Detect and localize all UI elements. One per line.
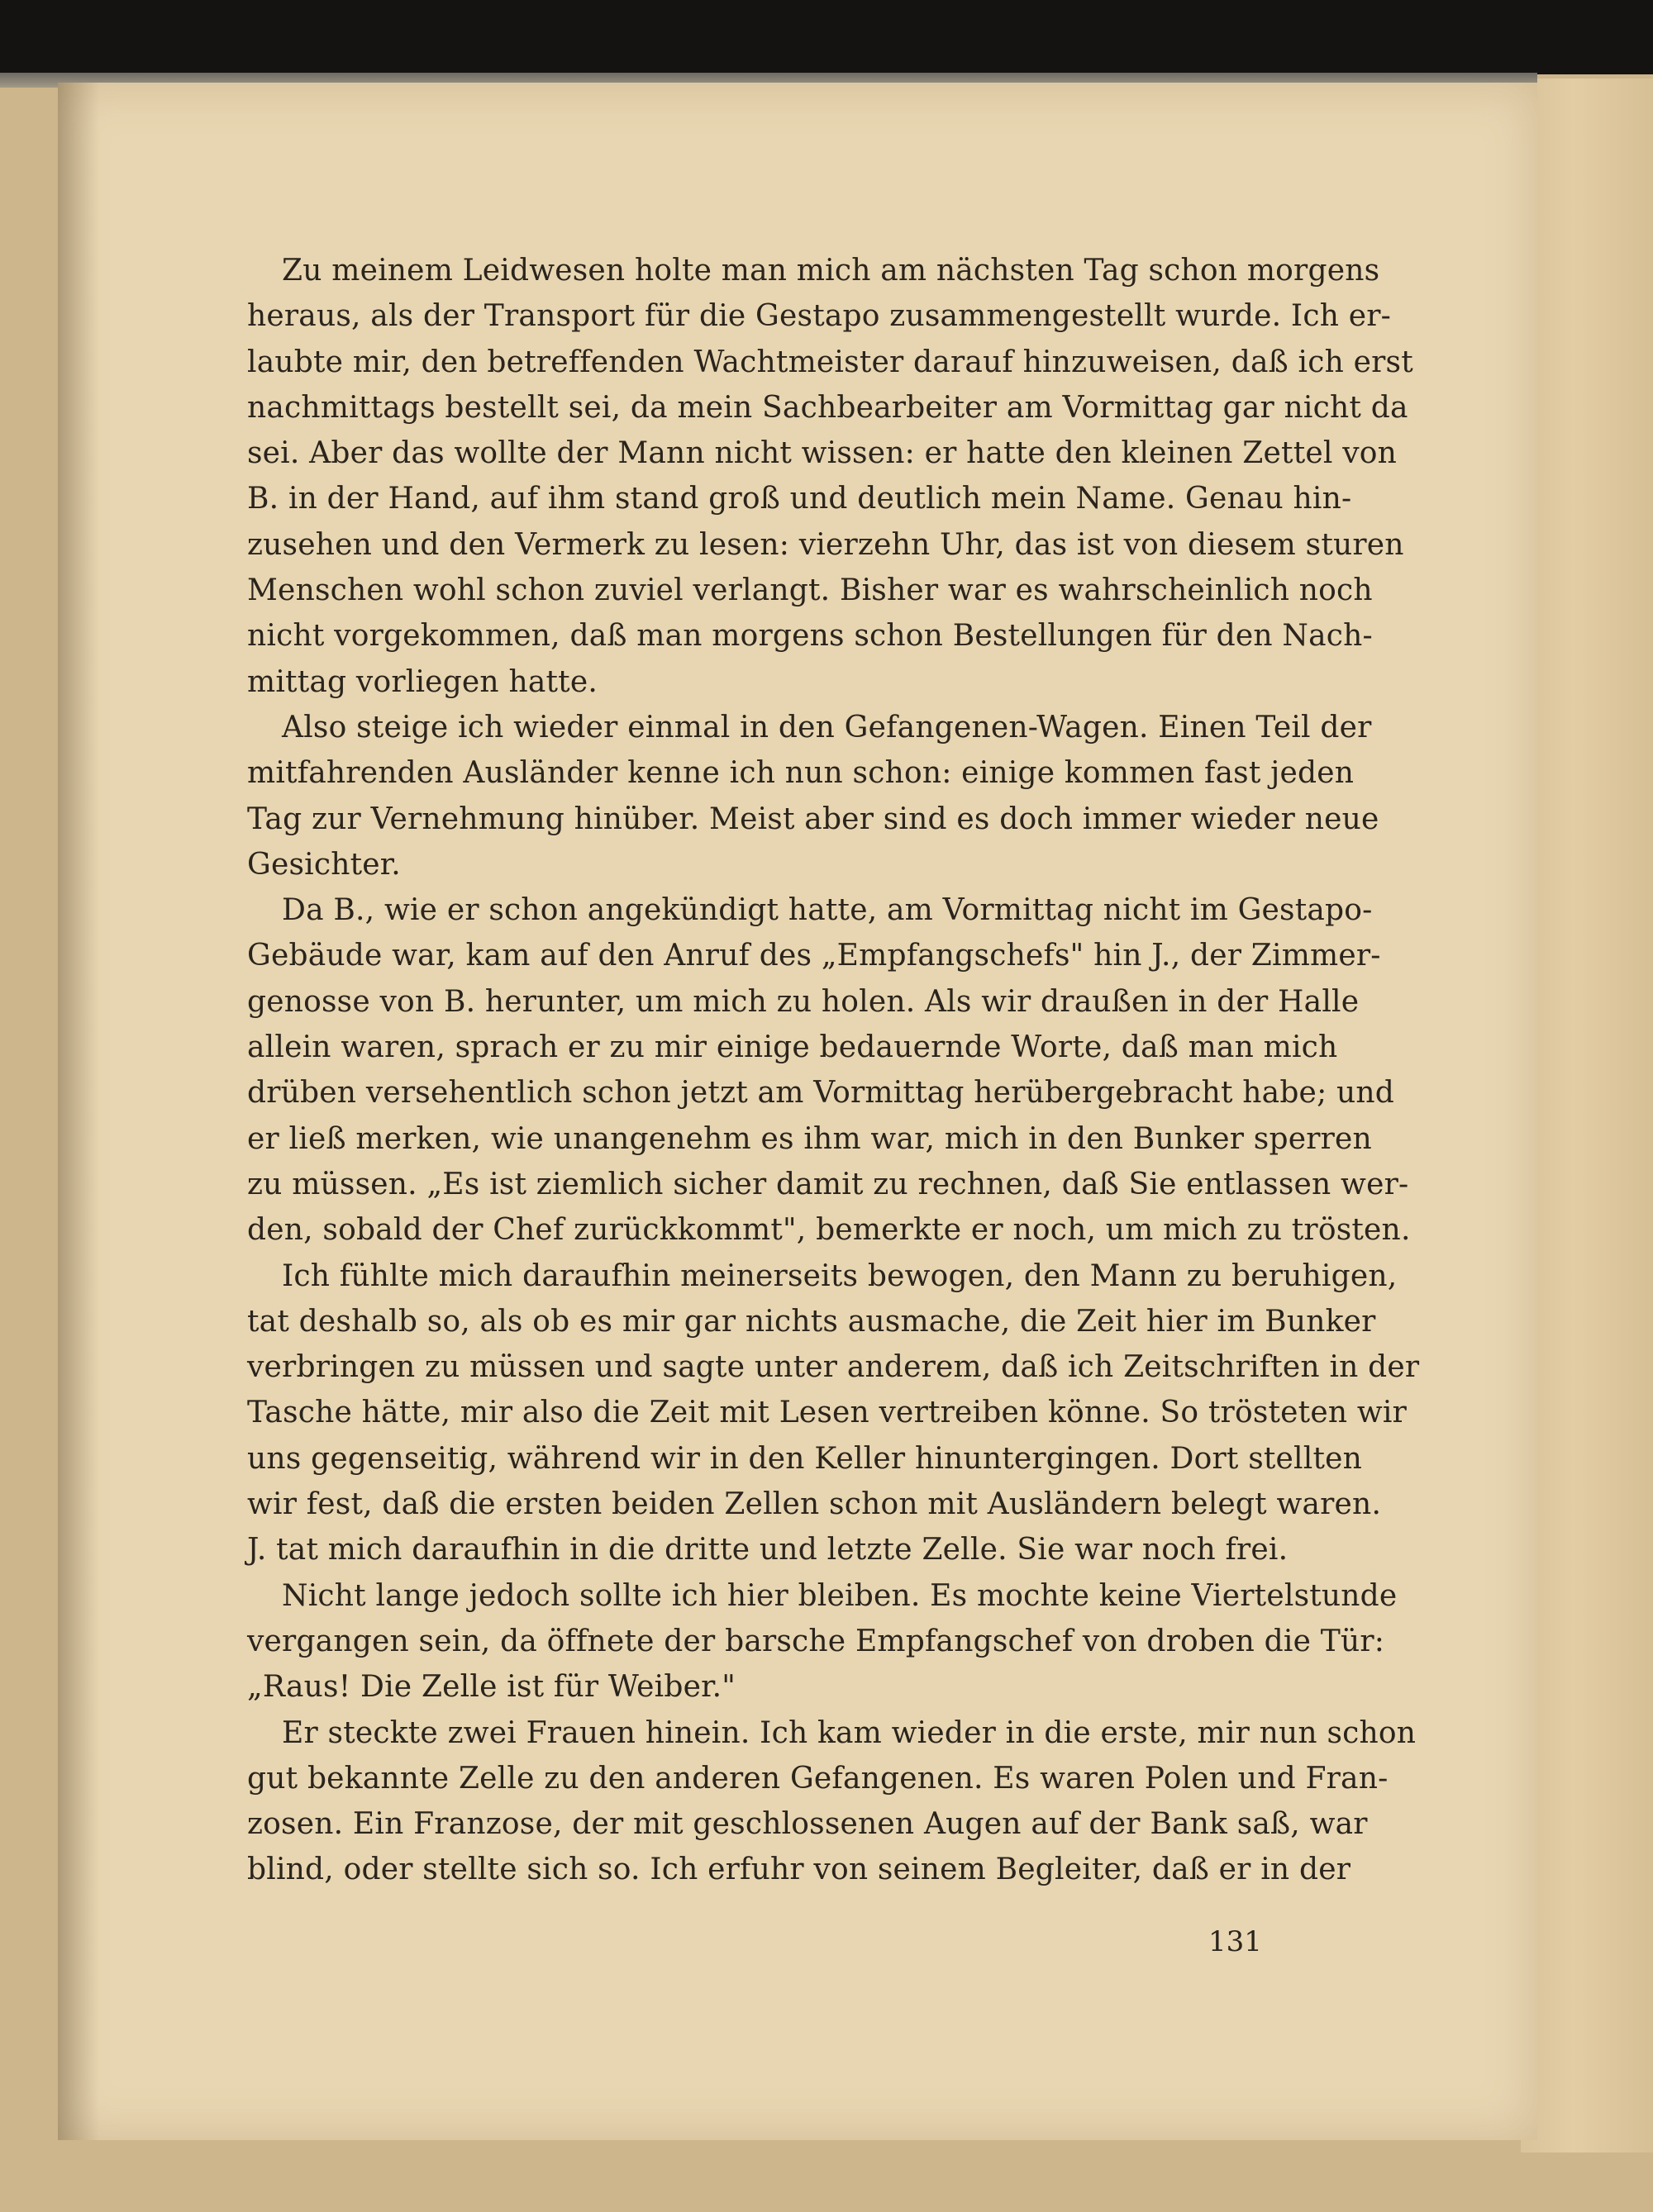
next-page-edge bbox=[1521, 78, 1653, 2153]
text-line: zu müssen. „Es ist ziemlich sicher damit zu rechnen, daß Sie entlassen wer- bbox=[247, 1167, 1409, 1201]
scan-background bbox=[0, 0, 1653, 74]
text-line: Er steckte zwei Frauen hinein. Ich kam wieder in die erste, mir nun schon bbox=[282, 1715, 1417, 1750]
text-line: Nicht lange jedoch sollte ich hier bleiben. Es mochte keine Viertelstunde bbox=[282, 1578, 1398, 1613]
text-line: blind, oder stellte sich so. Ich erfuhr von seinem Begleiter, daß er in der bbox=[247, 1853, 1351, 1887]
body-text bbox=[247, 248, 1420, 1893]
text-line: laubte mir, den betreffenden Wachtmeister darauf hinzuweisen, daß ich erst bbox=[247, 345, 1413, 379]
text-line: heraus, als der Transport für die Gestapo zusammengestellt wurde. Ich er- bbox=[247, 299, 1392, 334]
text-line: mitfahrenden Ausländer kenne ich nun schon: einige kommen fast jeden bbox=[247, 756, 1355, 791]
text-line: Also steige ich wieder einmal in den Gefangenen-Wagen. Einen Teil der bbox=[282, 710, 1372, 744]
text-line: Zu meinem Leidwesen holte man mich am nächsten Tag schon morgens bbox=[282, 254, 1380, 288]
text-line: Da B., wie er schon angekündigt hatte, am Vormittag nicht im Gestapo- bbox=[282, 893, 1373, 928]
text-line: verbringen zu müssen und sagte unter anderem, daß ich Zeitschriften in der bbox=[247, 1350, 1420, 1385]
text-line: „Raus! Die Zelle ist für Weiber." bbox=[247, 1670, 736, 1705]
text-line: allein waren, sprach er zu mir einige bedauernde Worte, daß man mich bbox=[247, 1030, 1338, 1065]
text-line: Tasche hätte, mir also die Zeit mit Lesen vertreiben könne. So trösteten wir bbox=[247, 1396, 1408, 1430]
text-line: Gebäude war, kam auf den Anruf des „Empfangschefs" hin J., der Zimmer- bbox=[247, 939, 1381, 973]
text-line: tat deshalb so, als ob es mir gar nichts ausmache, die Zeit hier im Bunker bbox=[247, 1304, 1376, 1339]
text-line: drüben versehentlich schon jetzt am Vormittag herübergebracht habe; und bbox=[247, 1076, 1395, 1111]
text-line: nachmittags bestellt sei, da mein Sachbearbeiter am Vormittag gar nicht da bbox=[247, 390, 1408, 425]
text-line: gut bekannte Zelle zu den anderen Gefangenen. Es waren Polen und Fran- bbox=[247, 1761, 1389, 1796]
text-line: sei. Aber das wollte der Mann nicht wissen: er hatte den kleinen Zettel von bbox=[247, 436, 1398, 471]
text-line: zosen. Ein Franzose, der mit geschlossenen Augen auf der Bank saß, war bbox=[247, 1807, 1368, 1842]
text-line: nicht vorgekommen, daß man morgens schon Bestellungen für den Nach- bbox=[247, 619, 1373, 654]
text-line: Tag zur Vernehmung hinüber. Meist aber sind es doch immer wieder neue bbox=[247, 802, 1379, 836]
text-line: den, sobald der Chef zurückkommt", bemerkte er noch, um mich zu trösten. bbox=[247, 1213, 1411, 1248]
text-line: wir fest, daß die ersten beiden Zellen schon mit Ausländern belegt waren. bbox=[247, 1487, 1382, 1522]
text-line: Ich fühlte mich daraufhin meinerseits bewogen, den Mann zu beruhigen, bbox=[282, 1258, 1398, 1293]
text-line: Gesichter. bbox=[247, 847, 401, 882]
text-line: mittag vorliegen hatte. bbox=[247, 664, 598, 699]
text-line: uns gegenseitig, während wir in den Keller hinuntergingen. Dort stellten bbox=[247, 1441, 1363, 1476]
text-line: B. in der Hand, auf ihm stand groß und deutlich mein Name. Genau hin- bbox=[247, 482, 1352, 516]
gutter-shadow bbox=[58, 83, 99, 2140]
text-line: genosse von B. herunter, um mich zu holen. Als wir draußen in der Halle bbox=[247, 984, 1360, 1019]
text-line: J. tat mich daraufhin in die dritte und letzte Zelle. Sie war noch frei. bbox=[247, 1533, 1289, 1567]
text-line: vergangen sein, da öffnete der barsche Empfangschef von droben die Tür: bbox=[247, 1624, 1385, 1658]
text-line: zusehen und den Vermerk zu lesen: vierzehn Uhr, das ist von diesem sturen bbox=[247, 527, 1404, 562]
page-number: 131 bbox=[1208, 1925, 1262, 1958]
text-line: Menschen wohl schon zuviel verlangt. Bisher war es wahrscheinlich noch bbox=[247, 573, 1373, 608]
text-line: er ließ merken, wie unangenehm es ihm war, mich in den Bunker sperren bbox=[247, 1121, 1372, 1156]
